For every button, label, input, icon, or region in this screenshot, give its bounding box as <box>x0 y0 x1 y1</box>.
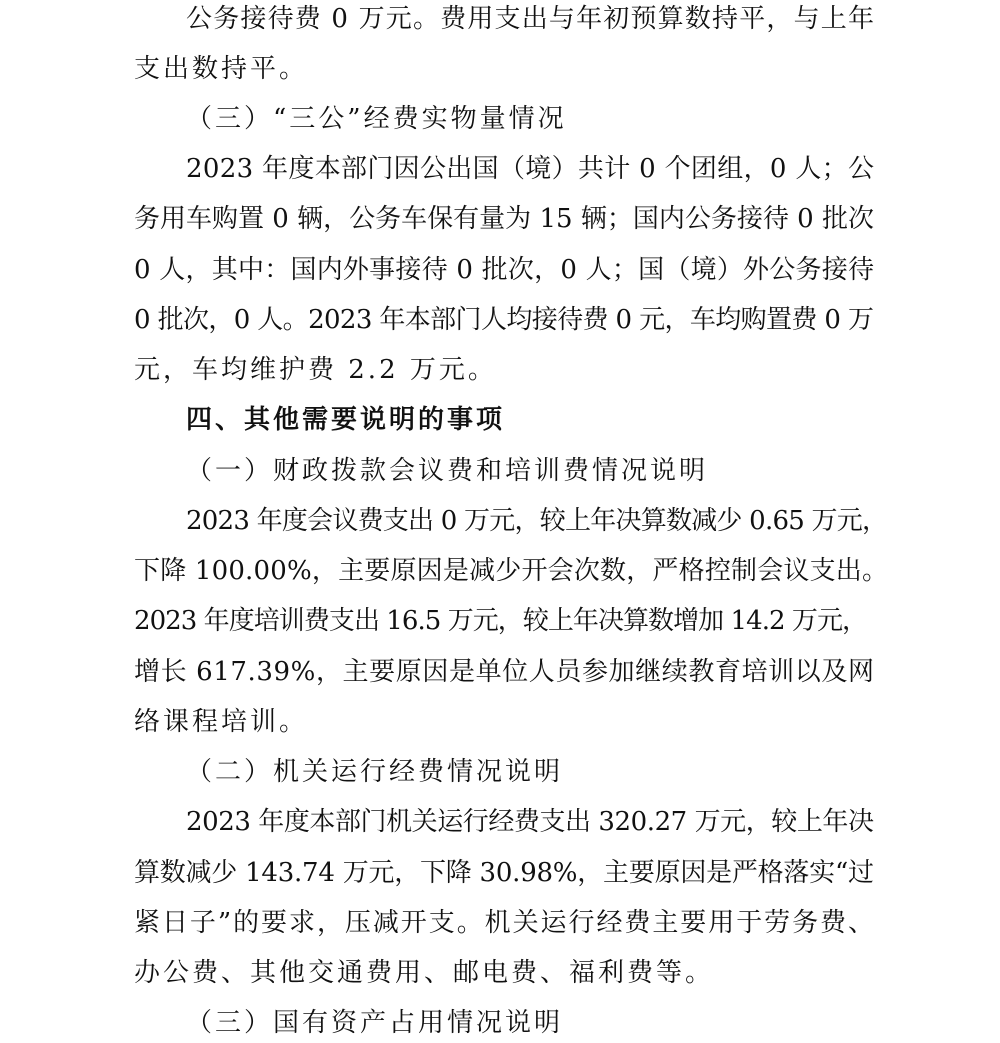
subsection-heading: （一）财政拨款会议费和培训费情况说明 <box>186 456 709 486</box>
paragraph-line: 支出数持平。 <box>134 54 309 84</box>
paragraph-line: 2023 年度培训费支出 16.5 万元，较上年决算数增加 14.2 万元， <box>134 606 868 636</box>
paragraph-line: 2023 年度本部门因公出国（境）共计 0 个团组，0 人；公 <box>186 154 875 184</box>
paragraph-line: 算数减少 143.74 万元，下降 30.98%，主要原因是严格落实“过 <box>134 858 874 888</box>
paragraph-line: 下降 100.00%，主要原因是减少开会次数，严格控制会议支出。 <box>134 556 889 586</box>
section-heading: 四、其他需要说明的事项 <box>186 405 506 435</box>
paragraph-line: 络课程培训。 <box>134 707 309 737</box>
paragraph-line: 务用车购置 0 辆，公务车保有量为 15 辆；国内公务接待 0 批次 <box>134 204 874 234</box>
paragraph-line: 0 批次，0 人。2023 年本部门人均接待费 0 元，车均购置费 0 万 <box>134 305 874 335</box>
subsection-heading: （三）国有资产占用情况说明 <box>186 1008 564 1038</box>
subsection-heading: （三）“三公”经费实物量情况 <box>186 104 567 134</box>
paragraph-line: 0 人，其中：国内外事接待 0 批次，0 人；国（境）外公务接待 <box>134 255 875 285</box>
paragraph-line: 公务接待费 0 万元。费用支出与年初预算数持平，与上年 <box>186 4 876 34</box>
paragraph-line: 2023 年度会议费支出 0 万元，较上年决算数减少 0.65 万元， <box>186 506 888 536</box>
paragraph-line: 元，车均维护费 2.2 万元。 <box>134 355 497 385</box>
subsection-heading: （二）机关运行经费情况说明 <box>186 757 564 787</box>
paragraph-line: 紧日子”的要求，压减开支。机关运行经费主要用于劳务费、 <box>134 908 876 938</box>
paragraph-line: 增长 617.39%，主要原因是单位人员参加继续教育培训以及网 <box>134 657 875 687</box>
paragraph-line: 办公费、其他交通费用、邮电费、福利费等。 <box>134 958 715 988</box>
paragraph-line: 2023 年度本部门机关运行经费支出 320.27 万元，较上年决 <box>186 807 874 837</box>
